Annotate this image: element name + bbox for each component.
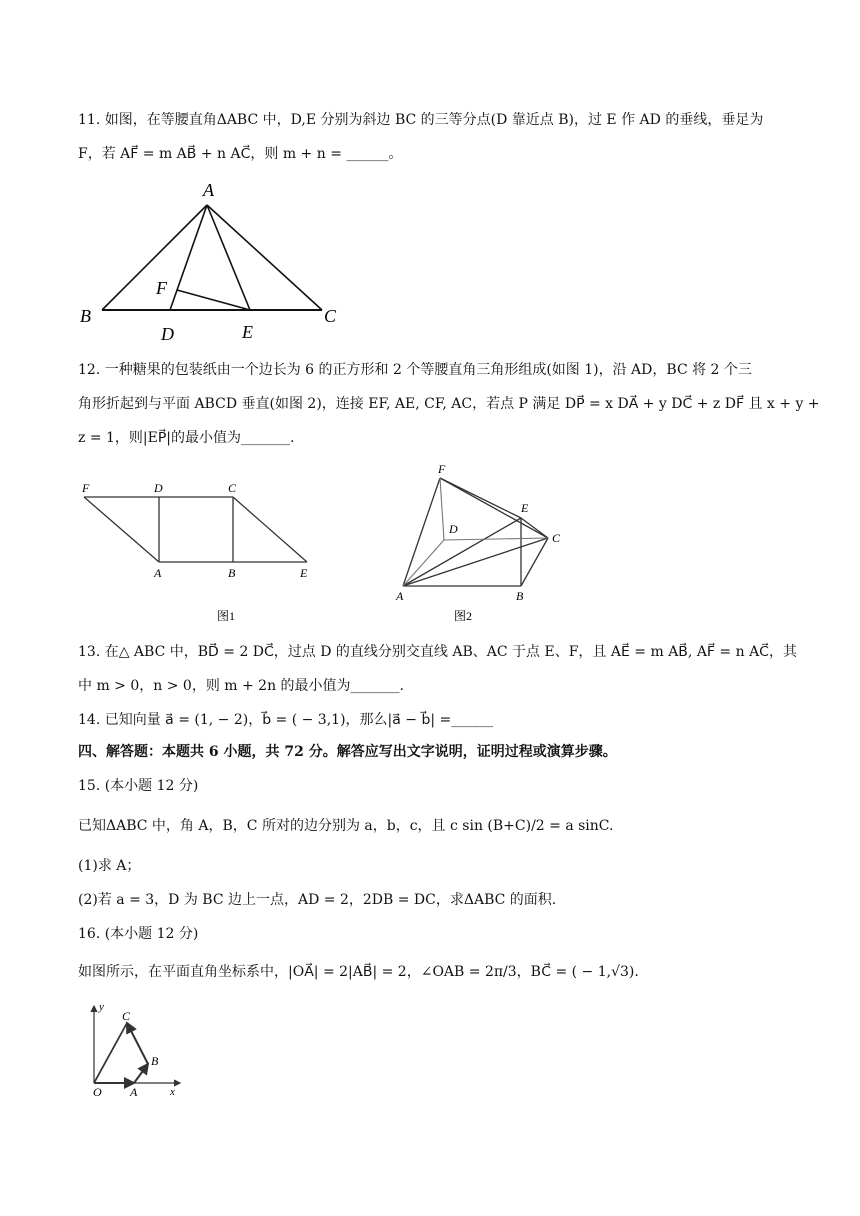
q16-coordinate-figure <box>74 998 194 1103</box>
fig2-label-c: C <box>552 531 561 545</box>
q16-label-c: C <box>122 1009 131 1023</box>
q15-part-2: (2)若 a = 3，D 为 BC 边上一点，AD = 2，2DB = DC，求ΔABC 的面积. <box>78 892 557 908</box>
fig2-caption: 图2 <box>454 609 473 623</box>
q15-stem: 已知ΔABC 中，角 A，B，C 所对的边分别为 a，b，c，且 c sin (B+C)/2 = a sinC. <box>78 818 614 834</box>
fig2-label-b: B <box>516 589 524 603</box>
q16-label-a: A <box>130 1085 138 1099</box>
fig2-label-d: D <box>449 522 458 536</box>
q16-stem: 如图所示，在平面直角坐标系中，|OA⃗| = 2|AB⃗| = 2，∠OAB = 2π/3，BC⃗ = ( − 1,√3). <box>78 964 639 980</box>
fig2-label-e: E <box>521 501 529 515</box>
q11-label-b: B <box>80 306 91 326</box>
q11-label-d: D <box>161 324 174 344</box>
q16-label-x: x <box>170 1086 175 1098</box>
q15-header: 15. (本小题 12 分) <box>78 778 199 794</box>
q16-label-y: y <box>99 1001 104 1013</box>
fig1-label-e: E <box>300 566 308 580</box>
q13-line-1: 13. 在△ ABC 中，BD⃗ = 2 DC⃗，过点 D 的直线分别交直线 AB、AC 于点 E、F，且 AE⃗ = m AB⃗, AF⃗ = n AC⃗，其 <box>78 644 797 660</box>
q11-label-a: A <box>203 180 214 200</box>
section-4-heading: 四、解答题：本题共 6 小题，共 72 分。解答应写出文字说明，证明过程或演算步骤。 <box>78 744 617 760</box>
q12-figure-1 <box>74 476 324 626</box>
fig1-label-a: A <box>154 566 162 580</box>
q12-line-3: z = 1，则|EP⃗|的最小值为_______. <box>78 430 295 446</box>
fig1-label-c: C <box>228 481 237 495</box>
fig1-label-d: D <box>154 481 163 495</box>
q11-label-e: E <box>242 322 253 342</box>
q16-label-o: O <box>93 1085 102 1099</box>
q16-label-b: B <box>151 1054 159 1068</box>
fig1-label-b: B <box>228 566 236 580</box>
q12-line-2: 角形折起到与平面 ABCD 垂直(如图 2)，连接 EF, AE, CF, AC，若点 P 满足 DP⃗ = x DA⃗ + y DC⃗ + z DF⃗ 且 x + y + <box>78 396 820 412</box>
fig1-label-f: F <box>82 481 90 495</box>
q13-line-2: 中 m > 0，n > 0，则 m + 2n 的最小值为_______. <box>78 678 404 694</box>
fig2-label-f: F <box>438 462 446 476</box>
q11-line-2: F，若 AF⃗ = m AB⃗ + n AC⃗，则 m + n = ______。 <box>78 146 403 162</box>
q11-line-1: 11. 如图，在等腰直角ΔABC 中，D,E 分别为斜边 BC 的三等分点(D 靠近点 B)，过 E 作 AD 的垂线，垂足为 <box>78 112 764 128</box>
q12-line-1: 12. 一种糖果的包装纸由一个边长为 6 的正方形和 2 个等腰直角三角形组成(如图 1)，沿 AD，BC 将 2 个三 <box>78 362 752 378</box>
q15-part-1: (1)求 A； <box>78 858 141 874</box>
q11-label-c: C <box>324 306 337 326</box>
fig1-caption: 图1 <box>217 609 236 623</box>
q14-line-1: 14. 已知向量 a⃗ = (1, − 2)，b⃗ = ( − 3,1)，那么|a⃗ − b⃗| =______ <box>78 712 494 728</box>
q11-label-f: F <box>156 278 167 298</box>
fig2-label-a: A <box>396 589 404 603</box>
q12-figure-2 <box>390 458 580 628</box>
q16-header: 16. (本小题 12 分) <box>78 926 199 942</box>
q11-triangle-figure <box>74 172 354 347</box>
